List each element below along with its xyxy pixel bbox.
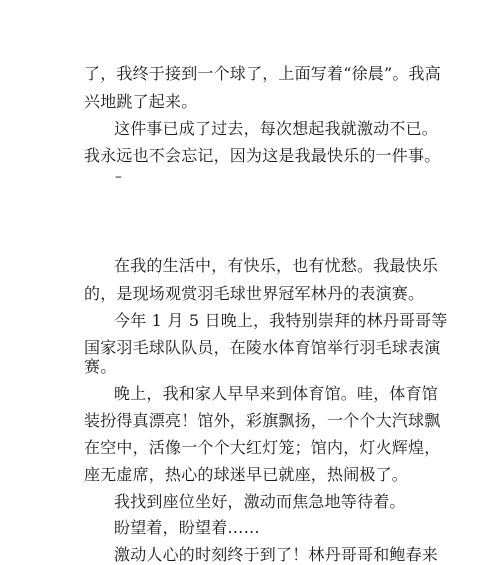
paragraph-line: 座无虚席，热心的球迷早已就座，热闹极了。: [84, 465, 409, 484]
paragraph-line: 我永远也不会忘记，因为这是我最快乐的一件事。: [84, 146, 441, 165]
paragraph-line: 在我的生活中，有快乐，也有忧愁。我最快乐: [114, 256, 439, 275]
paragraph-line: 激动人心的时刻终于到了！林丹哥哥和鲍春来: [114, 545, 439, 564]
paragraph-line: 国家羽毛球队队员，在陵水体育馆举行羽毛球表演: [84, 338, 441, 357]
paragraph-line: 今年 1 月 5 日晚上，我特别崇拜的林丹哥哥等: [114, 311, 448, 330]
paragraph-line: 的，是现场观赏羽毛球世界冠军林丹的表演赛。: [84, 284, 425, 303]
paragraph-line: 这件事已成了过去，每次想起我就激动不已。: [114, 119, 439, 138]
paragraph-line: 我找到座位坐好，激动而焦急地等待着。: [114, 492, 406, 511]
paragraph-line: 了，我终于接到一个球了，上面写着“徐晨”。我高: [84, 64, 441, 83]
paragraph-line: 在空中，活像一个个大红灯笼；馆内，灯火辉煌，: [84, 438, 441, 457]
paragraph-line: 兴地跳了起来。: [84, 92, 198, 111]
section-separator: –: [115, 169, 122, 185]
paragraph-line: 装扮得真漂亮！馆外，彩旗飘扬，一个个大汽球飘: [84, 411, 441, 430]
paragraph-line: 赛。: [84, 357, 117, 376]
paragraph-line: 晚上，我和家人早早来到体育馆。哇，体育馆: [114, 384, 439, 403]
paragraph-line: 盼望着，盼望着……: [114, 518, 260, 537]
